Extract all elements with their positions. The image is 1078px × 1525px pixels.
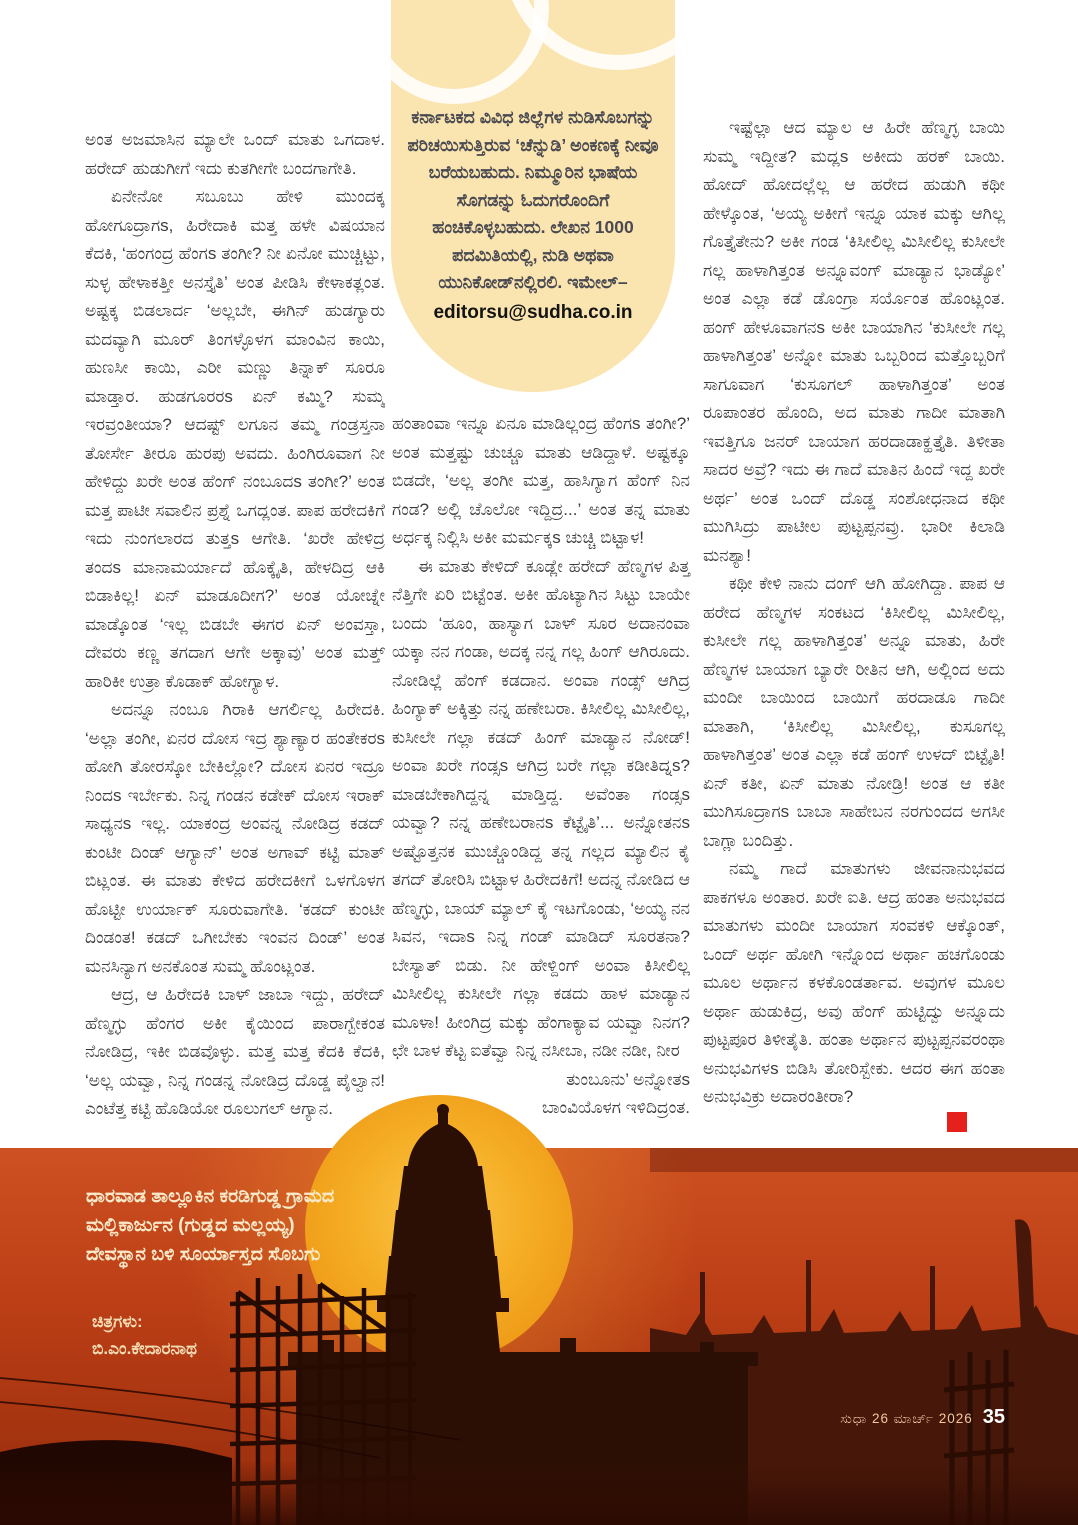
paragraph: ನಮ್ಮ ಗಾದೆ ಮಾತುಗಳು ಜೀವನಾನುಭವದ ಪಾಕಗಳೂ ಅಂತಾರ. ಖರೇ ಐತಿ. ಆದ್ರ ಹಂತಾ ಅನುಭವದ ಮಾತುಗಳು ಮಂದೀ ಬಾಯಾಗ ಸಂವಕಳಿ ಆಕ್ಕೊಂತ್, ಒಂದ್ ಅರ್ಥ ಹೋಗಿ ಇನ್ನೊಂದ ಅರ್ಥಾ ಹಚಗೊಂಡು ಮೂಲ ಅರ್ಥಾನ ಕಳಕೊಂಡರ್ತಾವ. ಅವುಗಳ ಮೂಲ ಅರ್ಥಾ ಹುಡುಕಿದ್ರ, ಅವು ಹೆಂಗ್ ಹುಟ್ಟಿದ್ವು ಅನ್ನೂದು ಪುಟ್ಟಪೂರ ತಿಳೀತೈತಿ. ಹಂತಾ ಅರ್ಥಾನ ಪುಟ್ಟಪ್ಪನವರಂಥಾ ಅನುಭವಿಗಳs ಬಿಡಿಸಿ ತೋರಿಸ್ಬೇಕು. ಆದರ ಈಗ ಹಂತಾ ಅನುಭವಿಕ್ರು ಅದಾರಂತೀರಾ? [703, 859, 1005, 1106]
paragraph: ಈ ಮಾತು ಕೇಳಿದ್ ಕೂಡ್ಲೇ ಹರೇದ್ ಹೆಣ್ಮಗಳ ಪಿತ್ತ ನೆತ್ತಿಗೇ ಏರಿ ಬಿಟ್ಟೆಂತ. ಅಕೀ ಹೊಟ್ಯಾಗಿನ ಸಿಟ್ಟು ಬಾಯೇ ಬಂದು ‘ಹೂಂ, ಹಾಸ್ಯಾಗ ಬಾಳ್ ಸೂರ ಅದಾನಂವಾ ಯಕ್ಕಾ ನನ ಗಂಡಾ, ಅದಕ್ಕ ನನ್ನ ಗಲ್ಲ ಹಿಂಗ್ ಆಗಿರೂದು. ನೋಡಿಲ್ಲೆ ಹೆಂಗ್ ಕಡದಾನ. ಅಂವಾ ಗಂಡ್ಸ್ ಆಗಿದ್ರ ಹಿಂಗ್ಯಾಕ್ ಅಕ್ಕಿತ್ತು ನನ್ನ ಹಣೇಬರಾ. ಕಿಸೀಲಿಲ್ಲ ಮಿಸೀಲಿಲ್ಲ, ಕುಸೀಲೇ ಗಲ್ಲಾ ಕಡದ್ ಹಿಂಗ್ ಮಾಡ್ಯಾನ ನೋಡ್! ಅಂವಾ ಖರೇ ಗಂಡ್ಸs ಆಗಿದ್ರ ಬರೇ ಗಲ್ಲಾ ಕಡೀತಿದ್ನs? ಮಾಡಬೇಕಾಗಿದ್ದನ್ನ ಮಾಡ್ತಿದ್ದ. ಅವೆಂತಾ ಗಂಡ್ಸs ಯವ್ವಾ? ನನ್ನ ಹಣೇಬರಾನs ಕೆಟ್ಟೈತಿ’... ಅನ್ನೋತನs ಅಷ್ಟೊತ್ತನಕ ಮುಚ್ಚೊಂಡಿದ್ದ ತನ್ನ ಗಲ್ಲದ ಮ್ಯಾಲಿನ ಕೈ ತಗದ್ ತೋರಿಸಿ ಬಿಟ್ಟಾಳ ಹಿರೇದಕಿಗೆ! ಅದನ್ನ ನೋಡಿದ ಆ ಹೆಣ್ಮಗ್ಳು, ಬಾಯ್ ಮ್ಯಾಲ್ ಕೈ ಇಟಗೊಂಡು, ‘ಅಯ್ಯ ನನ ಸಿವನ, ಇದಾs ನಿನ್ನ ಗಂಡ್ ಮಾಡಿದ್ ಸೂರತನಾ? ಬೇಸ್ಯಾತ್ ಬಿಡು. ನೀ ಹೇಳ್ದಿಂಗ್ ಅಂವಾ ಕಿಸೀಲಿಲ್ಲ ಮಿಸೀಲಿಲ್ಲ ಕುಸೀಲೇ ಗಲ್ಲಾ ಕಡದು ಹಾಳ ಮಾಡ್ಯಾನ ಮೂಳಾ! ಹೀಂಗಿದ್ರ ಮಕ್ಕು ಹೆಂಗಾಕ್ಯಾವ ಯವ್ವಾ ನಿನಗ? ಛೇ ಬಾಳ ಕೆಟ್ಟ ಐತೆವ್ವಾ ನಿನ್ನ ನಸೀಬಾ, ನಡೀ ನಡೀ, ನೀರ [392, 556, 690, 1060]
photo-caption: ಧಾರವಾಡ ತಾಲ್ಲೂಕಿನ ಕರಡಿಗುಡ್ಡ ಗ್ರಾಮದ ಮಲ್ಲಿಕಾರ್ಜುನ (ಗುಡ್ಡದ ಮಲ್ಲಯ್ಯ) ದೇವಸ್ಥಾನ ಬಳಿ ಸೂರ್ಯಾಸ್ತದ ಸೊಬಗು [86, 1186, 335, 1265]
article-end-marker [947, 1112, 967, 1132]
photo-credit [92, 1308, 332, 1362]
chennudi-invite-box [391, 0, 675, 392]
paragraph: ಅದನ್ನೂ ನಂಬೂ ಗಿರಾಕಿ ಆಗರ್ಲಿಲ್ಲ ಹಿರೇದಕಿ. ‘ಅಲ್ಲಾ ತಂಗೀ, ಏನರ ದೋಸ ಇದ್ರ ಶ್ಯಾಣ್ಯಾರ ಹಂತೇಕರs ಹೋಗಿ ತೋರಸ್ಕೋ ಬೇಕಿಲ್ಲೋ? ದೋಸ ಏನರ ಇದ್ರೂ ನಿಂದs ಇರ್ಬೇಕು. ನಿನ್ನ ಗಂಡನ ಕಡೇಕ್ ದೋಸ ಇರಾಕ್ ಸಾಧ್ಯನs ಇಲ್ಲ. ಯಾಕಂದ್ರ ಅಂವನ್ನ ನೋಡಿದ್ರ ಕಡದ್ ಕುಂಟೀ ದಿಂಡ್ ಆಗ್ಯಾನ್’ ಅಂತ ಅಗಾವ್ ಕಟ್ಟಿ ಮಾತ್ ಬಿಟ್ಲಂತ. ಈ ಮಾತು ಕೇಳಿದ ಹರೇದಕೀಗೆ ಒಳಗೊಳಗ ಹೊಟ್ಟೀ ಉರ್ಯಾಕ್ ಸೂರುವಾಗೇತಿ. ‘ಕಡದ್ ಕುಂಟೀ ದಿಂಡಂತ! ಕಡದ್ ಒಗೀಬೇಕು ಇಂವನ ದಿಂಡ್’ ಅಂತ ಮನಸಿನ್ಯಾಗ ಅನಕೊಂತ ಸುಮ್ಮ ಹೊಂಟ್ಲಂತ. [85, 700, 385, 976]
paragraph: ಹಂತಾಂವಾ ಇನ್ನೂ ಏನೂ ಮಾಡಿಲ್ಲಂದ್ರ ಹೆಂಗs ತಂಗೀ?’ ಅಂತ ಮತ್ತಷ್ಟು ಚುಚ್ಚೂ ಮಾತು ಆಡಿದ್ದಾಳೆ. ಅಷ್ಟಕ್ಕೂ ಬಿಡದೇ, ‘ಅಲ್ಲ ತಂಗೀ ಮತ್ತ, ಹಾಸಿಗ್ಯಾಗ ಹೆಂಗ್ ನಿನ ಗಂಡ? ಅಲ್ಲಿ ಚೊಲೋ ಇದ್ದಿದ್ರ...’ ಅಂತ ತನ್ನ ಮಾತು ಅರ್ಧಕ್ಕ ನಿಲ್ಲಿಸಿ ಅಕೀ ಮರ್ಮಕ್ಕs ಚುಚ್ಚಿ ಬಿಟ್ಟಾಳ! [392, 414, 690, 547]
editor-email: editorsu@sudha.co.in [433, 301, 633, 323]
decor-circle-icon [391, 0, 549, 104]
paragraph: ಕಥೀ ಕೇಳಿ ನಾನು ದಂಗ್ ಆಗಿ ಹೋಗಿದ್ದಾ. ಪಾಪ ಆ ಹರೇದ ಹೆಣ್ಮಗಳ ಸಂಕಟದ ‘ಕಿಸೀಲಿಲ್ಲ ಮಿಸೀಲಿಲ್ಲ, ಕುಸೀಲೇ ಗಲ್ಲ ಹಾಳಾಗಿತ್ತಂತ’ ಅನ್ನೂ ಮಾತು, ಹಿರೇ ಹೆಣ್ಮಗಳ ಬಾಯಾಗ ಬ್ಯಾರೇ ರೀತಿನ ಆಗಿ, ಅಲ್ಲಿಂದ ಅದು ಮಂದೀ ಬಾಯಿಂದ ಬಾಯಿಗೆ ಹರದಾಡೂ ಗಾದೀ ಮಾತಾಗಿ, ‘ಕಿಸೀಲಿಲ್ಲ ಮಿಸೀಲಿಲ್ಲ, ಕುಸೂಗಲ್ಲ ಹಾಳಾಗಿತ್ತಂತ’ ಅಂತ ಎಲ್ಲಾ ಕಡೆ ಹಂಗ್ ಉಳದ್ ಬಿಟ್ಟೈತಿ! ಏನ್ ಕತೀ, ಏನ್ ಮಾತು ನೋಡ್ರಿ! ಅಂತ ಆ ಕತೀ ಮುಗಿಸೂದ್ರಾಗs ಬಾಬಾ ಸಾಹೇಬನ ನರಗುಂದದ ಅಗಸೀ ಬಾಗ್ಲಾ ಬಂದಿತ್ತು. [703, 574, 1005, 850]
photo-credit-name: ಬಿ.ಎಂ.ಕೇದಾರನಾಥ [92, 1339, 197, 1358]
issue-date: ಸುಧಾ 26 ಮಾರ್ಚ್ 2026 [840, 1411, 973, 1426]
paragraph: ಇಷ್ಟೆಲ್ಲಾ ಆದ ಮ್ಯಾಲ ಆ ಹಿರೇ ಹೆಣ್ಮಗ್ಳ ಬಾಯಿ ಸುಮ್ಮ ಇದ್ದೀತ? ಮದ್ಲs ಅಕೀದು ಹರಕ್ ಬಾಯಿ. ಹೋದ್ ಹೋದಲ್ಲೆಲ್ಲ ಆ ಹರೇದ ಹುಡುಗಿ ಕಥೀ ಹೇಳ್ಕೊಂತ, ‘ಅಯ್ಯ ಅಕೀಗೆ ಇನ್ನೂ ಯಾಕ ಮಕ್ಕು ಆಗಿಲ್ಲ ಗೊತ್ತೈತೇನು? ಅಕೀ ಗಂಡ ‘ಕಿಸೀಲಿಲ್ಲ ಮಿಸೀಲಿಲ್ಲ ಕುಸೀಲೇ ಗಲ್ಲ ಹಾಳಾಗಿತ್ತಂತ ಅನ್ನೂವಂಗ್ ಮಾಡ್ಯಾನ ಭಾಡ್ಯೋ’ ಅಂತ ಎಲ್ಲಾ ಕಡೆ ಡೊಂಗ್ರಾ ಸರ್ಯೊಂತ ಹೊಂಟ್ಲಂತ. ಹಂಗ್ ಹೇಳೂವಾಗನs ಅಕೀ ಬಾಯಾಗಿನ ‘ಕುಸೀಲೇ ಗಲ್ಲ ಹಾಳಾಗಿತ್ತಂತ’ ಅನ್ನೋ ಮಾತು ಒಬ್ಬರಿಂದ ಮತ್ತೊಬ್ಬರಿಗೆ ಸಾಗೂವಾಗ ‘ಕುಸೂಗಲ್ ಹಾಳಾಗಿತ್ತಂತ’ ಅಂತ ರೂಪಾಂತರ ಹೊಂದಿ, ಅದ ಮಾತು ಗಾದೀ ಮಾತಾಗಿ ಇವತ್ತಿಗೂ ಜನರ್ ಬಾಯಾಗ ಹರದಾಡಾಕ್ಹತ್ತೈತಿ. ತಿಳೀತಾ ಸಾದರ ಅವ್ರೆ? ಇದು ಈ ಗಾದೆ ಮಾತಿನ ಹಿಂದೆ ಇದ್ದ ಖರೇ ಅರ್ಥ’ ಅಂತ ಒಂದ್ ದೊಡ್ಡ ಸಂಶೋಧನಾದ ಕಥೀ ಮುಗಿಸಿದ್ರು ಪಾಟೀಲ ಪುಟ್ಟಪ್ಪನವ್ರು. ಭಾರೀ ಕಿಲಾಡಿ ಮನಶ್ಯಾ! [703, 118, 1005, 565]
paragraph: ಅಂತ ಅಜಮಾಸಿನ ಮ್ಯಾಲೇ ಒಂದ್ ಮಾತು ಒಗದಾಳ. ಹರೇದ್ ಹುಡುಗೀಗೆ ಇದು ಕುತಗೀಗೇ ಬಂದಗಾಗೇತಿ. [85, 130, 385, 178]
paragraph-wrap-around-sun: ತುಂಬೂನು’ ಅನ್ನೋತs ಬಾಂವಿಯೊಳಗ ಇಳಿದಿದ್ರಂತ. [541, 1069, 690, 1117]
paragraph: ಆದ್ರ, ಆ ಹಿರೇದಕಿ ಬಾಳ್ ಜಾಬಾ ಇದ್ದು, ಹರೇದ್ ಹೆಣ್ಮಗ್ಳು ಹೆಂಗರ ಅಕೀ ಕೈಯಿಂದ ಪಾರಾಗ್ಬೇಕಂತ ನೋಡಿದ್ರ, ಇಕೀ ಬಿಡವೊಳ್ಳು. ಮತ್ತ ಮತ್ತ ಕೆದಕಿ ಕೆದಕಿ, ‘ಅಲ್ಲ ಯವ್ವಾ, ನಿನ್ನ ಗಂಡನ್ನ ನೋಡಿದ್ರ ದೊಡ್ಡ ಪೈಲ್ವಾನ! ಎಂಟೆತ್ತ ಕಟ್ಟಿ ಹೊಡಿಯೋ ರೂಲುಗಲ್ ಆಗ್ಯಾನ. [85, 985, 385, 1118]
article-column-right [703, 114, 1005, 1146]
photo-credit-label: ಚಿತ್ರಗಳು: [92, 1312, 143, 1331]
page-folio [840, 1406, 1005, 1429]
page-number: 35 [982, 1406, 1005, 1428]
invite-body: ಕರ್ನಾಟಕದ ವಿವಿಧ ಜಿಲ್ಲೆಗಳ ನುಡಿಸೊಬಗನ್ನು ಪರಿಚಯಿಸುತ್ತಿರುವ ‘ಚೆನ್ನುಡಿ’ ಅಂಕಣಕ್ಕೆ ನೀವೂ ಬರೆಯಬಹುದು. ನಿಮ್ಮೂರಿನ ಭಾಷೆಯ ಸೊಗಡನ್ನು ಓದುಗರೊಂದಿಗೆ ಹಂಚಿಕೊಳ್ಳಬಹುದು. ಲೇಖನ 1000 ಪದಮಿತಿಯಲ್ಲಿ, ನುಡಿ ಅಥವಾ ಯುನಿಕೋಡ್‌ನಲ್ಲಿರಲಿ. ಇಮೇಲ್– [407, 107, 659, 292]
article-column-middle [392, 410, 690, 1123]
paragraph: ಏನೇನೋ ಸಬೂಬು ಹೇಳಿ ಮುಂದಕ್ಕ ಹೋಗೂದ್ರಾಗs, ಹಿರೇದಾಕಿ ಮತ್ತ ಹಳೇ ವಿಷಯಾನ ಕೆದಕಿ, ‘ಹಂಗಂದ್ರ ಹೆಂಗs ತಂಗೀ? ನೀ ಏನೋ ಮುಚ್ಚಿಟ್ಟು, ಸುಳ್ಳ ಹೇಳಾಕತ್ತೀ ಅನಸ್ತೈತಿ’ ಅಂತ ಪೀಡಿಸಿ ಕೇಳಾಕತ್ಲಂತ. ಅಷ್ಟಕ್ಕ ಬಿಡಲಾರ್ದ ‘ಅಲ್ಲಬೇ, ಈಗಿನ್ ಹುಡಗ್ಯಾರು ಮದವ್ಯಾಗಿ ಮೂರ್ ತಿಂಗಳ್ಳೊಳಗ ಮಾಂವಿನ ಕಾಯಿ, ಹುಣಸೀ ಕಾಯಿ, ಎರೀ ಮಣ್ಣು ತಿನ್ನಾಕ್ ಸೂರೂ ಮಾಡ್ತಾರ. ಹುಡಗೂರರs ಏನ್ ಕಮ್ಮಿ? ಸುಮ್ಮ ಇರವ್ರಂತೀಯಾ? ಆದಷ್ಟ್ ಲಗೂನ ತಮ್ಮ ಗಂಡ್ರಸ್ತನಾ ತೋರ್ಸೇ ತೀರೂ ಹುರಪು ಅವದು. ಹಿಂಗಿರೂವಾಗ ನೀ ಹೇಳಿದ್ದು ಖರೇ ಅಂತ ಹೆಂಗ್ ನಂಬೂದs ತಂಗೀ?’ ಅಂತ ಮತ್ತ ಪಾಟೀ ಸವಾಲಿನ ಪ್ರಶ್ನೆ ಒಗದ್ಲಂತ. ಪಾಪ ಹರೇದಕಿಗೆ ಇದು ನುಂಗಲಾರದ ತುತ್ತs ಆಗೇತಿ. ‘ಖರೇ ಹೇಳಿದ್ರ ತಂದs ಮಾನಾಮರ್ಯಾದೆ ಹೊಕ್ಕೈತಿ, ಹೇಳದಿದ್ರ ಆಕಿ ಬಿಡಾಕಿಲ್ಲ! ಏನ್ ಮಾಡೂದೀಗ?’ ಅಂತ ಯೋಚ್ನೇ ಮಾಡ್ಕೊಂತ ‘ಇಲ್ಲ ಬಿಡಬೇ ಈಗರ ಏನ್ ಅಂವಸ್ತಾ, ದೇವರು ಕಣ್ಣ ತಗದಾಗ ಆಗೇ ಅಕ್ಕಾವು’ ಅಂತ ಮತ್ತ್ ಹಾರಿಕೀ ಉತ್ರಾ ಕೊಡಾಕ್ ಹೋಗ್ಯಾಳ. [85, 187, 385, 691]
article-column-left [85, 126, 385, 1142]
chennudi-invite-text [407, 104, 659, 326]
